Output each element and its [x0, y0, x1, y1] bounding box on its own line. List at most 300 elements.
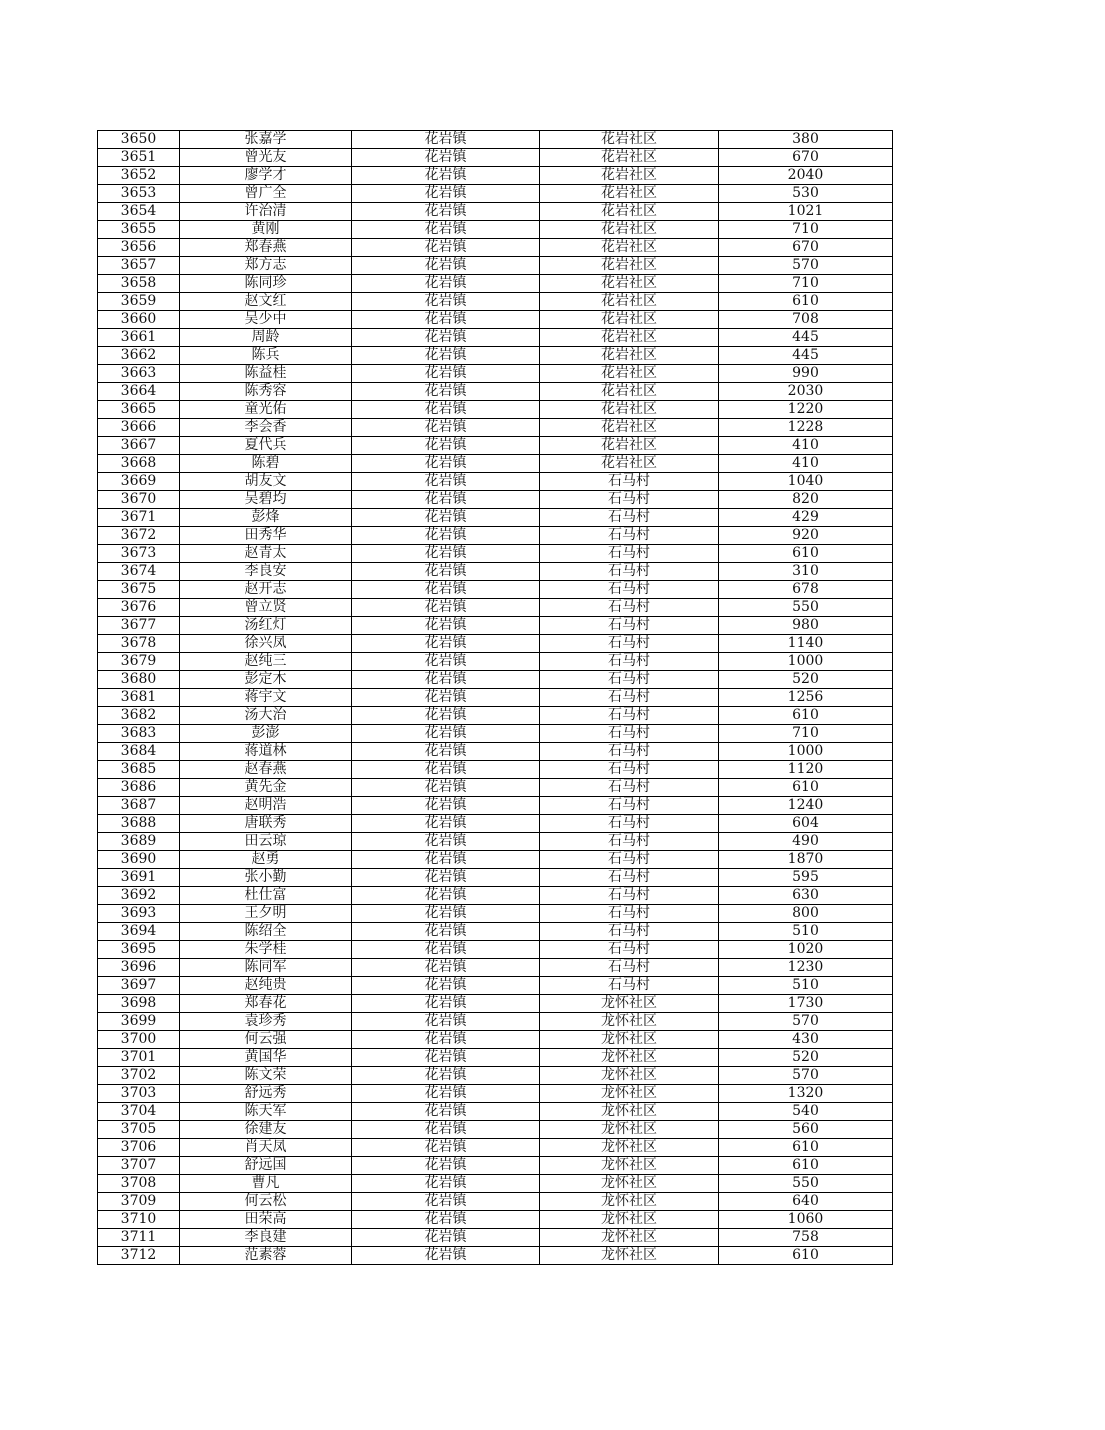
name-cell: 徐建友 [180, 1121, 352, 1139]
name-cell: 陈同珍 [180, 275, 352, 293]
community-cell: 花岩社区 [540, 185, 719, 203]
row-number-cell: 3705 [98, 1121, 180, 1139]
table-row [98, 1121, 893, 1139]
name-cell: 胡友文 [180, 473, 352, 491]
community-cell: 石马村 [540, 473, 719, 491]
name-cell: 唐联秀 [180, 815, 352, 833]
name-cell: 赵文红 [180, 293, 352, 311]
community-cell: 龙怀社区 [540, 1067, 719, 1085]
row-number-cell: 3694 [98, 923, 180, 941]
amount-cell: 1730 [719, 995, 893, 1013]
amount-cell: 540 [719, 1103, 893, 1121]
table-row [98, 383, 893, 401]
table-row [98, 995, 893, 1013]
town-cell: 花岩镇 [352, 1121, 540, 1139]
row-number-cell: 3656 [98, 239, 180, 257]
amount-cell: 1040 [719, 473, 893, 491]
community-cell: 花岩社区 [540, 293, 719, 311]
community-cell: 龙怀社区 [540, 1085, 719, 1103]
name-cell: 何云松 [180, 1193, 352, 1211]
table-row [98, 527, 893, 545]
name-cell: 彭烽 [180, 509, 352, 527]
town-cell: 花岩镇 [352, 779, 540, 797]
town-cell: 花岩镇 [352, 977, 540, 995]
community-cell: 龙怀社区 [540, 1031, 719, 1049]
row-number-cell: 3709 [98, 1193, 180, 1211]
community-cell: 石马村 [540, 527, 719, 545]
town-cell: 花岩镇 [352, 887, 540, 905]
row-number-cell: 3706 [98, 1139, 180, 1157]
amount-cell: 1000 [719, 743, 893, 761]
amount-cell: 708 [719, 311, 893, 329]
row-number-cell: 3678 [98, 635, 180, 653]
amount-cell: 445 [719, 347, 893, 365]
name-cell: 范素蓉 [180, 1247, 352, 1265]
row-number-cell: 3667 [98, 437, 180, 455]
town-cell: 花岩镇 [352, 959, 540, 977]
amount-cell: 570 [719, 1067, 893, 1085]
town-cell: 花岩镇 [352, 815, 540, 833]
town-cell: 花岩镇 [352, 329, 540, 347]
town-cell: 花岩镇 [352, 1031, 540, 1049]
table-row [98, 1031, 893, 1049]
row-number-cell: 3671 [98, 509, 180, 527]
table-row [98, 779, 893, 797]
amount-cell: 610 [719, 1157, 893, 1175]
amount-cell: 510 [719, 977, 893, 995]
amount-cell: 310 [719, 563, 893, 581]
community-cell: 龙怀社区 [540, 1211, 719, 1229]
community-cell: 石马村 [540, 815, 719, 833]
amount-cell: 2040 [719, 167, 893, 185]
name-cell: 张小勤 [180, 869, 352, 887]
town-cell: 花岩镇 [352, 635, 540, 653]
row-number-cell: 3673 [98, 545, 180, 563]
table-row [98, 131, 893, 149]
amount-cell: 640 [719, 1193, 893, 1211]
table-row [98, 905, 893, 923]
data-table [97, 130, 893, 1265]
amount-cell: 2030 [719, 383, 893, 401]
table-row [98, 1175, 893, 1193]
table-row [98, 437, 893, 455]
row-number-cell: 3681 [98, 689, 180, 707]
table-row [98, 761, 893, 779]
town-cell: 花岩镇 [352, 1085, 540, 1103]
town-cell: 花岩镇 [352, 653, 540, 671]
community-cell: 石马村 [540, 689, 719, 707]
row-number-cell: 3658 [98, 275, 180, 293]
table-row [98, 797, 893, 815]
town-cell: 花岩镇 [352, 1229, 540, 1247]
table-row [98, 689, 893, 707]
community-cell: 石马村 [540, 905, 719, 923]
amount-cell: 820 [719, 491, 893, 509]
name-cell: 郑春花 [180, 995, 352, 1013]
town-cell: 花岩镇 [352, 455, 540, 473]
table-row [98, 1211, 893, 1229]
amount-cell: 550 [719, 599, 893, 617]
community-cell: 龙怀社区 [540, 1157, 719, 1175]
name-cell: 蒋宇文 [180, 689, 352, 707]
name-cell: 李良安 [180, 563, 352, 581]
community-cell: 花岩社区 [540, 311, 719, 329]
town-cell: 花岩镇 [352, 275, 540, 293]
community-cell: 石马村 [540, 833, 719, 851]
amount-cell: 429 [719, 509, 893, 527]
name-cell: 陈绍全 [180, 923, 352, 941]
town-cell: 花岩镇 [352, 851, 540, 869]
row-number-cell: 3702 [98, 1067, 180, 1085]
community-cell: 石马村 [540, 581, 719, 599]
table-row [98, 743, 893, 761]
row-number-cell: 3666 [98, 419, 180, 437]
community-cell: 石马村 [540, 779, 719, 797]
name-cell: 童光佑 [180, 401, 352, 419]
town-cell: 花岩镇 [352, 473, 540, 491]
amount-cell: 595 [719, 869, 893, 887]
name-cell: 陈碧 [180, 455, 352, 473]
table-row [98, 167, 893, 185]
amount-cell: 710 [719, 275, 893, 293]
table-row [98, 941, 893, 959]
community-cell: 龙怀社区 [540, 995, 719, 1013]
amount-cell: 1020 [719, 941, 893, 959]
community-cell: 龙怀社区 [540, 1121, 719, 1139]
community-cell: 石马村 [540, 959, 719, 977]
amount-cell: 630 [719, 887, 893, 905]
town-cell: 花岩镇 [352, 383, 540, 401]
row-number-cell: 3670 [98, 491, 180, 509]
row-number-cell: 3651 [98, 149, 180, 167]
community-cell: 石马村 [540, 869, 719, 887]
amount-cell: 1230 [719, 959, 893, 977]
community-cell: 石马村 [540, 725, 719, 743]
amount-cell: 560 [719, 1121, 893, 1139]
row-number-cell: 3700 [98, 1031, 180, 1049]
community-cell: 石马村 [540, 671, 719, 689]
row-number-cell: 3672 [98, 527, 180, 545]
town-cell: 花岩镇 [352, 563, 540, 581]
table-row [98, 869, 893, 887]
name-cell: 夏代兵 [180, 437, 352, 455]
name-cell: 黄刚 [180, 221, 352, 239]
name-cell: 黄先金 [180, 779, 352, 797]
amount-cell: 1120 [719, 761, 893, 779]
table-row [98, 221, 893, 239]
name-cell: 陈益桂 [180, 365, 352, 383]
name-cell: 王夕明 [180, 905, 352, 923]
row-number-cell: 3691 [98, 869, 180, 887]
town-cell: 花岩镇 [352, 581, 540, 599]
table-row [98, 455, 893, 473]
amount-cell: 670 [719, 149, 893, 167]
town-cell: 花岩镇 [352, 833, 540, 851]
row-number-cell: 3668 [98, 455, 180, 473]
community-cell: 龙怀社区 [540, 1175, 719, 1193]
amount-cell: 1240 [719, 797, 893, 815]
name-cell: 何云强 [180, 1031, 352, 1049]
community-cell: 花岩社区 [540, 257, 719, 275]
row-number-cell: 3708 [98, 1175, 180, 1193]
row-number-cell: 3680 [98, 671, 180, 689]
amount-cell: 1228 [719, 419, 893, 437]
town-cell: 花岩镇 [352, 761, 540, 779]
town-cell: 花岩镇 [352, 1049, 540, 1067]
community-cell: 花岩社区 [540, 149, 719, 167]
row-number-cell: 3682 [98, 707, 180, 725]
name-cell: 陈文荣 [180, 1067, 352, 1085]
community-cell: 花岩社区 [540, 221, 719, 239]
name-cell: 曾立贤 [180, 599, 352, 617]
name-cell: 曹凡 [180, 1175, 352, 1193]
row-number-cell: 3677 [98, 617, 180, 635]
community-cell: 花岩社区 [540, 401, 719, 419]
town-cell: 花岩镇 [352, 869, 540, 887]
row-number-cell: 3687 [98, 797, 180, 815]
table-row [98, 923, 893, 941]
amount-cell: 610 [719, 1247, 893, 1265]
table-row [98, 347, 893, 365]
town-cell: 花岩镇 [352, 203, 540, 221]
town-cell: 花岩镇 [352, 347, 540, 365]
name-cell: 廖学才 [180, 167, 352, 185]
amount-cell: 570 [719, 257, 893, 275]
row-number-cell: 3697 [98, 977, 180, 995]
table-row [98, 473, 893, 491]
table-row [98, 509, 893, 527]
row-number-cell: 3661 [98, 329, 180, 347]
row-number-cell: 3686 [98, 779, 180, 797]
community-cell: 花岩社区 [540, 239, 719, 257]
amount-cell: 610 [719, 1139, 893, 1157]
community-cell: 花岩社区 [540, 203, 719, 221]
amount-cell: 920 [719, 527, 893, 545]
community-cell: 花岩社区 [540, 455, 719, 473]
town-cell: 花岩镇 [352, 437, 540, 455]
name-cell: 赵春燕 [180, 761, 352, 779]
table-row [98, 1139, 893, 1157]
town-cell: 花岩镇 [352, 905, 540, 923]
row-number-cell: 3696 [98, 959, 180, 977]
name-cell: 田荣高 [180, 1211, 352, 1229]
amount-cell: 430 [719, 1031, 893, 1049]
community-cell: 龙怀社区 [540, 1139, 719, 1157]
name-cell: 赵青太 [180, 545, 352, 563]
amount-cell: 1140 [719, 635, 893, 653]
row-number-cell: 3652 [98, 167, 180, 185]
town-cell: 花岩镇 [352, 509, 540, 527]
table-row [98, 311, 893, 329]
table-row [98, 1085, 893, 1103]
amount-cell: 678 [719, 581, 893, 599]
town-cell: 花岩镇 [352, 599, 540, 617]
name-cell: 袁珍秀 [180, 1013, 352, 1031]
row-number-cell: 3674 [98, 563, 180, 581]
table-row [98, 671, 893, 689]
table-row [98, 1229, 893, 1247]
name-cell: 彭定木 [180, 671, 352, 689]
town-cell: 花岩镇 [352, 365, 540, 383]
community-cell: 石马村 [540, 977, 719, 995]
row-number-cell: 3693 [98, 905, 180, 923]
row-number-cell: 3663 [98, 365, 180, 383]
name-cell: 郑方志 [180, 257, 352, 275]
community-cell: 花岩社区 [540, 275, 719, 293]
town-cell: 花岩镇 [352, 707, 540, 725]
row-number-cell: 3653 [98, 185, 180, 203]
amount-cell: 990 [719, 365, 893, 383]
community-cell: 花岩社区 [540, 329, 719, 347]
row-number-cell: 3704 [98, 1103, 180, 1121]
name-cell: 汤大治 [180, 707, 352, 725]
town-cell: 花岩镇 [352, 419, 540, 437]
name-cell: 汤红灯 [180, 617, 352, 635]
row-number-cell: 3659 [98, 293, 180, 311]
name-cell: 赵纯三 [180, 653, 352, 671]
name-cell: 陈兵 [180, 347, 352, 365]
name-cell: 曾光友 [180, 149, 352, 167]
community-cell: 石马村 [540, 491, 719, 509]
community-cell: 石马村 [540, 509, 719, 527]
table-row [98, 563, 893, 581]
town-cell: 花岩镇 [352, 185, 540, 203]
town-cell: 花岩镇 [352, 689, 540, 707]
community-cell: 龙怀社区 [540, 1229, 719, 1247]
amount-cell: 520 [719, 1049, 893, 1067]
community-cell: 花岩社区 [540, 347, 719, 365]
amount-cell: 1320 [719, 1085, 893, 1103]
name-cell: 徐兴凤 [180, 635, 352, 653]
town-cell: 花岩镇 [352, 1157, 540, 1175]
name-cell: 杜仕富 [180, 887, 352, 905]
table-row [98, 1193, 893, 1211]
town-cell: 花岩镇 [352, 545, 540, 563]
amount-cell: 670 [719, 239, 893, 257]
table-row [98, 977, 893, 995]
community-cell: 花岩社区 [540, 167, 719, 185]
name-cell: 舒远国 [180, 1157, 352, 1175]
amount-cell: 1256 [719, 689, 893, 707]
amount-cell: 1220 [719, 401, 893, 419]
community-cell: 石马村 [540, 617, 719, 635]
town-cell: 花岩镇 [352, 221, 540, 239]
community-cell: 石马村 [540, 743, 719, 761]
town-cell: 花岩镇 [352, 311, 540, 329]
community-cell: 石马村 [540, 635, 719, 653]
community-cell: 石马村 [540, 923, 719, 941]
row-number-cell: 3654 [98, 203, 180, 221]
name-cell: 赵明浩 [180, 797, 352, 815]
row-number-cell: 3699 [98, 1013, 180, 1031]
row-number-cell: 3685 [98, 761, 180, 779]
row-number-cell: 3710 [98, 1211, 180, 1229]
community-cell: 花岩社区 [540, 365, 719, 383]
table-row [98, 491, 893, 509]
town-cell: 花岩镇 [352, 131, 540, 149]
town-cell: 花岩镇 [352, 257, 540, 275]
table-row [98, 401, 893, 419]
row-number-cell: 3660 [98, 311, 180, 329]
amount-cell: 1060 [719, 1211, 893, 1229]
amount-cell: 550 [719, 1175, 893, 1193]
community-cell: 花岩社区 [540, 131, 719, 149]
table-row [98, 185, 893, 203]
table-row [98, 653, 893, 671]
town-cell: 花岩镇 [352, 1193, 540, 1211]
amount-cell: 380 [719, 131, 893, 149]
community-cell: 龙怀社区 [540, 1193, 719, 1211]
table-row [98, 293, 893, 311]
amount-cell: 445 [719, 329, 893, 347]
amount-cell: 800 [719, 905, 893, 923]
amount-cell: 1021 [719, 203, 893, 221]
table-row [98, 1157, 893, 1175]
amount-cell: 520 [719, 671, 893, 689]
amount-cell: 490 [719, 833, 893, 851]
town-cell: 花岩镇 [352, 617, 540, 635]
name-cell: 田云琼 [180, 833, 352, 851]
table-row [98, 1247, 893, 1265]
row-number-cell: 3650 [98, 131, 180, 149]
name-cell: 周龄 [180, 329, 352, 347]
town-cell: 花岩镇 [352, 527, 540, 545]
name-cell: 李良建 [180, 1229, 352, 1247]
table-row [98, 239, 893, 257]
community-cell: 石马村 [540, 545, 719, 563]
name-cell: 曾广全 [180, 185, 352, 203]
name-cell: 肖天凤 [180, 1139, 352, 1157]
row-number-cell: 3707 [98, 1157, 180, 1175]
name-cell: 蒋道林 [180, 743, 352, 761]
table-row [98, 365, 893, 383]
community-cell: 石马村 [540, 941, 719, 959]
row-number-cell: 3701 [98, 1049, 180, 1067]
town-cell: 花岩镇 [352, 1247, 540, 1265]
town-cell: 花岩镇 [352, 941, 540, 959]
community-cell: 石马村 [540, 797, 719, 815]
amount-cell: 510 [719, 923, 893, 941]
row-number-cell: 3676 [98, 599, 180, 617]
table-row [98, 257, 893, 275]
table-row [98, 581, 893, 599]
name-cell: 陈同军 [180, 959, 352, 977]
row-number-cell: 3690 [98, 851, 180, 869]
name-cell: 彭澎 [180, 725, 352, 743]
row-number-cell: 3698 [98, 995, 180, 1013]
name-cell: 陈秀容 [180, 383, 352, 401]
table-row [98, 599, 893, 617]
row-number-cell: 3688 [98, 815, 180, 833]
town-cell: 花岩镇 [352, 797, 540, 815]
row-number-cell: 3712 [98, 1247, 180, 1265]
table-body [98, 131, 893, 1265]
amount-cell: 410 [719, 437, 893, 455]
row-number-cell: 3684 [98, 743, 180, 761]
table-row [98, 959, 893, 977]
table-row [98, 707, 893, 725]
row-number-cell: 3655 [98, 221, 180, 239]
name-cell: 郑春燕 [180, 239, 352, 257]
town-cell: 花岩镇 [352, 671, 540, 689]
table-row [98, 1049, 893, 1067]
town-cell: 花岩镇 [352, 1211, 540, 1229]
amount-cell: 980 [719, 617, 893, 635]
table-row [98, 725, 893, 743]
community-cell: 龙怀社区 [540, 1049, 719, 1067]
table-row [98, 617, 893, 635]
town-cell: 花岩镇 [352, 1013, 540, 1031]
